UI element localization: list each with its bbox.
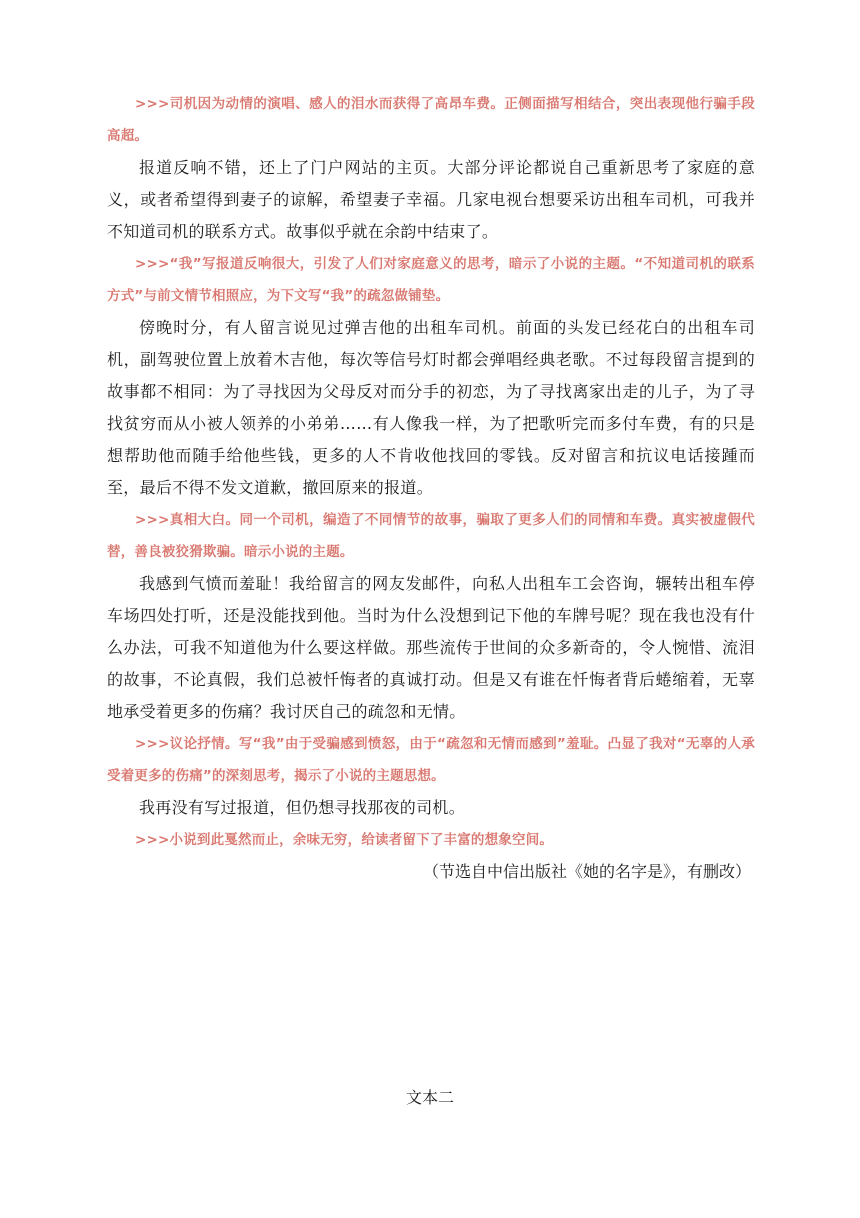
annotation-note: >>>议论抒情。写“我”由于受骗感到愤怒，由于“疏忽和无情而感到”羞耻。凸显了我对“无辜的人承受着更多的伤痛”的深刻思考，揭示了小说的主题思想。: [107, 736, 755, 784]
section-title: 文本二: [405, 1088, 454, 1107]
document-body: [107, 88, 755, 888]
annotation-note: >>>司机因为动情的演唱、感人的泪水而获得了高昂车费。正侧面描写相结合，突出表现他行骗手段高超。: [107, 96, 755, 144]
annotation-note: >>>“我”写报道反响很大，引发了人们对家庭意义的思考，暗示了小说的主题。“不知道司机的联系方式”与前文情节相照应，为下文写“我”的疏忽做铺垫。: [107, 256, 755, 304]
body-paragraph: 我感到气愤而羞耻！我给留言的网友发邮件，向私人出租车工会咨询，辗转出租车停车场四处打听，还是没能找到他。当时为什么没想到记下他的车牌号呢？现在我也没有什么办法，可我不知道他为什么要这样做。那些流传于世间的众多新奇的，令人惋惜、流泪的故事，不论真假，我们总被忏悔者的真诚打动。但是又有谁在忏悔者背后蜷缩着，无辜地承受着更多的伤痛？我讨厌自己的疏忽和无情。: [107, 574, 755, 721]
body-paragraph: 报道反响不错，还上了门户网站的主页。大部分评论都说自己重新思考了家庭的意义，或者希望得到妻子的谅解，希望妻子幸福。几家电视台想要采访出租车司机，可我并不知道司机的联系方式。故事似乎就在余韵中结束了。: [107, 158, 755, 241]
body-paragraph: 傍晚时分，有人留言说见过弹吉他的出租车司机。前面的头发已经花白的出租车司机，副驾驶位置上放着木吉他，每次等信号灯时都会弹唱经典老歌。不过每段留言提到的故事都不相同：为了寻找因为父母反对而分手的初恋，为了寻找离家出走的儿子，为了寻找贫穷而从小被人领养的小弟弟……有人像我一样，为了把歌听完而多付车费，有的只是想帮助他而随手给他些钱，更多的人不肯收他找回的零钱。反对留言和抗议电话接踵而至，最后不得不发文道歉，撤回原来的报道。: [107, 318, 755, 497]
source-citation: （节选自中信出版社《她的名字是》，有删改）: [422, 862, 751, 881]
body-paragraph: 我再没有写过报道，但仍想寻找那夜的司机。: [139, 798, 466, 817]
annotation-note: >>>小说到此戛然而止，余味无穷，给读者留下了丰富的想象空间。: [135, 832, 554, 848]
annotation-note: >>>真相大白。同一个司机，编造了不同情节的故事，骗取了更多人们的同情和车费。真实被虚假代替，善良被狡猾欺骗。暗示小说的主题。: [107, 512, 755, 560]
